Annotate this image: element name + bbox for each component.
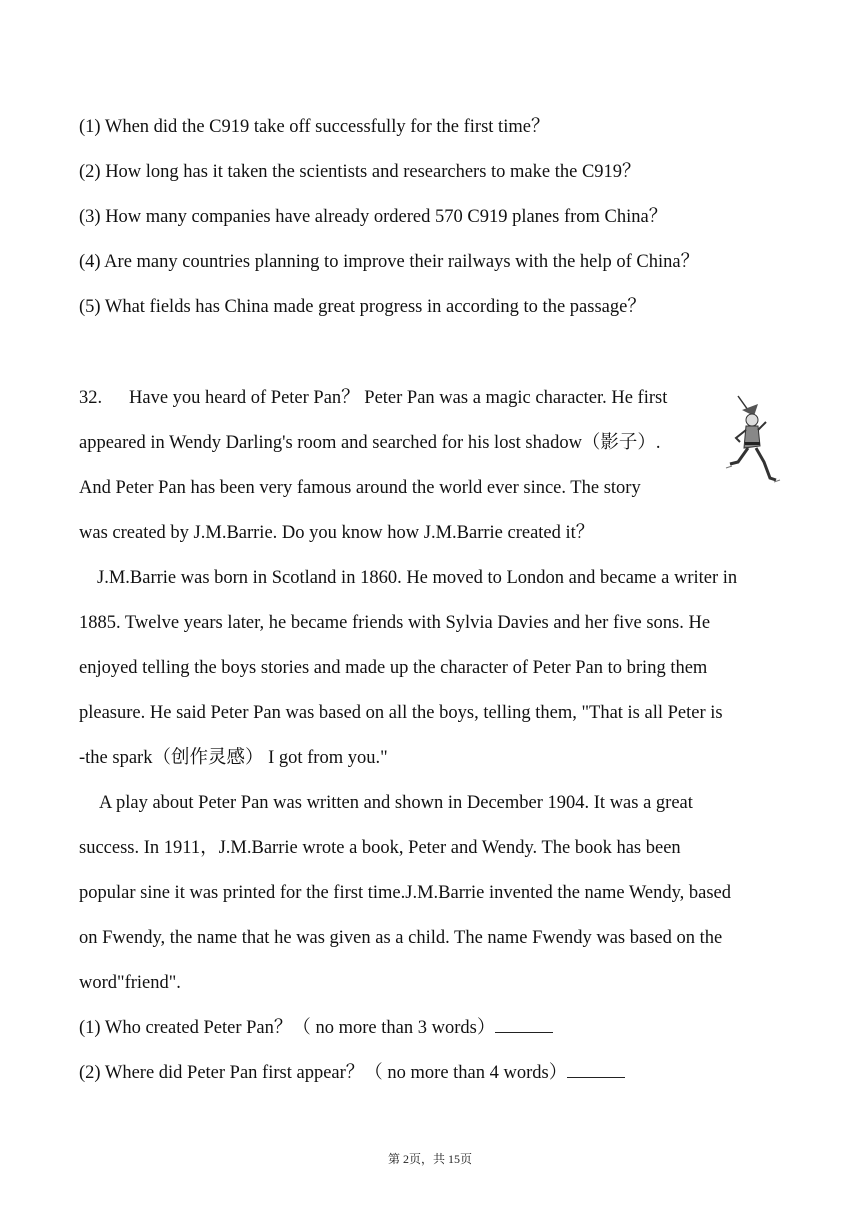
question-31-1: (1) When did the C919 take off successfully for the first time？ bbox=[79, 117, 550, 137]
passage-line: 1885. Twelve years later, he became friends with Sylvia Davies and her five sons. He bbox=[79, 613, 711, 633]
passage-line: popular sine it was printed for the first time.J.M.Barrie invented the name Wendy, based bbox=[79, 883, 732, 903]
question-32-2 bbox=[79, 1061, 625, 1085]
answer-blank[interactable] bbox=[567, 1063, 625, 1078]
question-32-1 bbox=[79, 1016, 553, 1040]
question-number: 32. bbox=[79, 388, 103, 408]
peter-pan-illustration bbox=[718, 388, 784, 486]
passage-line: success. In 1911，J.M.Barrie wrote a book, Peter and Wendy. The book has been bbox=[79, 838, 681, 858]
passage-line: And Peter Pan has been very famous around the world ever since. The story bbox=[79, 478, 641, 498]
passage-line: A play about Peter Pan was written and shown in December 1904. It was a great bbox=[99, 793, 693, 813]
passage-line: enjoyed telling the boys stories and made up the character of Peter Pan to bring them bbox=[79, 658, 708, 678]
passage-line: -the spark（创作灵感） I got from you." bbox=[79, 748, 388, 768]
passage-line: on Fwendy, the name that he was given as a child. The name Fwendy was based on the bbox=[79, 928, 723, 948]
passage-line: pleasure. He said Peter Pan was based on all the boys, telling them, "That is all Peter is bbox=[79, 703, 723, 723]
question-31-4: (4) Are many countries planning to improve their railways with the help of China？ bbox=[79, 252, 700, 272]
passage-line: word"friend". bbox=[79, 973, 181, 993]
question-31-5: (5) What fields has China made great progress in according to the passage？ bbox=[79, 297, 646, 317]
page-footer: 第 2页，共 15页 bbox=[387, 1152, 472, 1166]
answer-blank[interactable] bbox=[495, 1018, 553, 1033]
question-31-2: (2) How long has it taken the scientists and researchers to make the C919？ bbox=[79, 162, 641, 182]
passage-line: was created by J.M.Barrie. Do you know how J.M.Barrie created it？ bbox=[79, 523, 595, 543]
question-text: (1) Who created Peter Pan？（ no more than 3 words） bbox=[79, 1018, 496, 1038]
passage-text: Have you heard of Peter Pan？ Peter Pan was a magic character. He first bbox=[129, 388, 668, 408]
question-text: (2) Where did Peter Pan first appear？（ no more than 4 words） bbox=[79, 1063, 568, 1083]
passage-32-first-line bbox=[79, 386, 667, 410]
passage-line: appeared in Wendy Darling's room and searched for his lost shadow（影子）. bbox=[79, 433, 661, 453]
question-31-3: (3) How many companies have already ordered 570 C919 planes from China？ bbox=[79, 207, 668, 227]
passage-line: J.M.Barrie was born in Scotland in 1860. He moved to London and became a writer in bbox=[97, 568, 738, 588]
